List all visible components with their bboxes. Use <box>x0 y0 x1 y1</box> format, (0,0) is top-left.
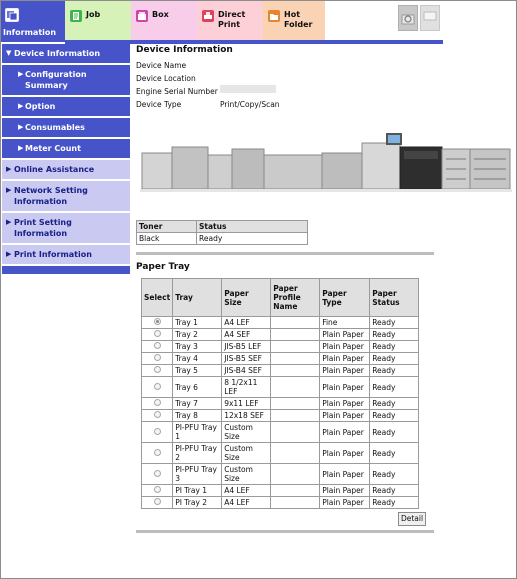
table-row <box>142 377 419 398</box>
tray-select-radio[interactable] <box>154 342 161 349</box>
select-cell <box>142 497 173 509</box>
paper-profile-cell <box>271 329 320 341</box>
device-type-label: Device Type <box>136 100 182 109</box>
paper-type-cell: Plain Paper <box>320 497 370 509</box>
tray-name-cell: PI-PFU Tray 3 <box>173 464 222 485</box>
paper-status-cell: Ready <box>370 377 419 398</box>
tab-job[interactable] <box>65 1 131 40</box>
paper-type-cell: Plain Paper <box>320 422 370 443</box>
paper-status-cell: Ready <box>370 353 419 365</box>
table-row <box>142 329 419 341</box>
engine-serial-row <box>136 85 436 98</box>
paper-type-cell: Plain Paper <box>320 377 370 398</box>
paper-size-cell: Custom Size <box>222 443 271 464</box>
paper-status-cell: Ready <box>370 497 419 509</box>
sidebar-item-label: Print Setting Information <box>14 218 72 238</box>
tray-select-radio[interactable] <box>154 449 161 456</box>
tray-name-cell: Tray 3 <box>173 341 222 353</box>
paper-status-cell: Ready <box>370 464 419 485</box>
select-cell <box>142 329 173 341</box>
paper-status-col-header: Paper Status <box>370 279 419 317</box>
paper-status-cell: Ready <box>370 422 419 443</box>
tray-select-radio[interactable] <box>154 486 161 493</box>
tray-select-radio[interactable] <box>154 411 161 418</box>
paper-profile-cell <box>271 317 320 329</box>
paper-profile-cell <box>271 464 320 485</box>
paper-profile-cell <box>271 341 320 353</box>
select-cell <box>142 365 173 377</box>
sidebar-item-print-setting-information[interactable] <box>2 213 130 245</box>
detail-row <box>136 509 436 527</box>
paper-size-cell: 8 1/2x11 LEF <box>222 377 271 398</box>
chevron-right-icon: ▶ <box>6 218 12 226</box>
toner-status-cell: Ready <box>197 233 308 245</box>
table-row <box>142 398 419 410</box>
select-cell <box>142 353 173 365</box>
paper-tray-body <box>142 317 419 509</box>
paper-size-cell: A4 LEF <box>222 485 271 497</box>
sidebar-item-label: Network Setting Information <box>14 186 88 206</box>
paper-size-cell: JIS-B5 SEF <box>222 353 271 365</box>
select-cell <box>142 485 173 497</box>
sidebar-item-consumables[interactable] <box>2 118 130 139</box>
tab-job-label: Job <box>86 10 101 19</box>
sidebar-footer-bar <box>2 266 130 274</box>
paper-size-cell: A4 LEF <box>222 317 271 329</box>
paper-size-cell: JIS-B4 SEF <box>222 365 271 377</box>
paper-status-cell: Ready <box>370 410 419 422</box>
main-content <box>136 44 436 533</box>
tray-name-cell: PI-PFU Tray 2 <box>173 443 222 464</box>
paper-profile-cell <box>271 422 320 443</box>
tray-name-cell: PI Tray 2 <box>173 497 222 509</box>
paper-type-cell: Plain Paper <box>320 365 370 377</box>
paper-type-cell: Plain Paper <box>320 353 370 365</box>
sidebar-item-online-assistance[interactable] <box>2 160 130 181</box>
tray-name-cell: Tray 2 <box>173 329 222 341</box>
box-icon <box>136 10 148 22</box>
tab-bar-spacer <box>325 1 398 40</box>
paper-profile-cell <box>271 365 320 377</box>
tray-select-radio[interactable] <box>154 318 161 325</box>
sidebar-item-label: Configuration Summary <box>25 70 87 90</box>
select-cell <box>142 377 173 398</box>
tab-direct-print-label: Direct Print <box>218 10 246 29</box>
sidebar-item-label: Online Assistance <box>14 165 95 174</box>
paper-type-cell: Plain Paper <box>320 485 370 497</box>
chevron-right-icon: ▶ <box>6 165 12 173</box>
sidebar-item-label: Meter Count <box>25 144 81 153</box>
sidebar-item-label: Print Information <box>14 250 92 259</box>
printer-machine-image <box>136 125 514 205</box>
device-type-value: Print/Copy/Scan <box>220 100 280 109</box>
paper-status-cell: Ready <box>370 485 419 497</box>
sidebar-item-label: Device Information <box>14 49 101 58</box>
tray-select-radio[interactable] <box>154 470 161 477</box>
sidebar-item-label: Consumables <box>25 123 85 132</box>
engine-serial-label: Engine Serial Number <box>136 87 218 96</box>
tray-select-radio[interactable] <box>154 330 161 337</box>
tray-select-radio[interactable] <box>154 498 161 505</box>
device-name-row <box>136 59 436 72</box>
tab-direct-print[interactable] <box>197 1 263 40</box>
paper-profile-cell <box>271 377 320 398</box>
tray-name-cell: Tray 6 <box>173 377 222 398</box>
top-tab-bar <box>1 1 516 42</box>
chevron-right-icon: ▶ <box>18 102 24 110</box>
table-row <box>142 341 419 353</box>
chevron-right-icon: ▶ <box>18 144 24 152</box>
table-row <box>142 317 419 329</box>
tray-name-cell: PI Tray 1 <box>173 485 222 497</box>
info-icon <box>5 8 19 22</box>
table-row <box>142 497 419 509</box>
hot-folder-icon <box>268 10 280 22</box>
select-cell <box>142 317 173 329</box>
tray-name-cell: PI-PFU Tray 1 <box>173 422 222 443</box>
chevron-right-icon: ▶ <box>6 250 12 258</box>
device-location-row <box>136 72 436 85</box>
paper-size-cell: Custom Size <box>222 422 271 443</box>
paper-status-cell: Ready <box>370 341 419 353</box>
paper-size-cell: Custom Size <box>222 464 271 485</box>
paper-profile-cell <box>271 443 320 464</box>
job-icon <box>70 10 82 22</box>
paper-profile-cell <box>271 410 320 422</box>
engine-serial-value-redacted <box>220 85 276 93</box>
toner-col-header: Toner <box>137 221 197 233</box>
tab-box-label: Box <box>152 10 169 19</box>
paper-profile-cell <box>271 398 320 410</box>
tray-name-cell: Tray 7 <box>173 398 222 410</box>
table-row <box>142 365 419 377</box>
paper-size-col-header: Paper Size <box>222 279 271 317</box>
paper-type-col-header: Paper Type <box>320 279 370 317</box>
paper-status-cell: Ready <box>370 329 419 341</box>
device-name-label: Device Name <box>136 61 187 70</box>
paper-tray-title: Paper Tray <box>136 262 190 272</box>
chevron-right-icon: ▶ <box>6 186 12 194</box>
tray-select-radio[interactable] <box>154 428 161 435</box>
tab-box[interactable] <box>131 1 197 40</box>
sidebar-item-meter-count[interactable] <box>2 139 130 160</box>
sidebar <box>2 44 130 274</box>
paper-status-cell: Ready <box>370 443 419 464</box>
table-row <box>142 443 419 464</box>
tray-name-cell: Tray 5 <box>173 365 222 377</box>
paper-size-cell: JIS-B5 LEF <box>222 341 271 353</box>
paper-size-cell: 9x11 LEF <box>222 398 271 410</box>
device-info-list <box>136 59 436 111</box>
paper-tray-table <box>141 278 419 509</box>
paper-size-cell: 12x18 SEF <box>222 410 271 422</box>
device-type-row <box>136 98 436 111</box>
tab-hot-folder-label: Hot Folder <box>284 10 313 29</box>
paper-status-cell: Ready <box>370 398 419 410</box>
toner-header-row <box>137 221 308 233</box>
paper-type-cell: Plain Paper <box>320 410 370 422</box>
chevron-right-icon: ▶ <box>18 123 24 131</box>
select-col-header: Select <box>142 279 173 317</box>
table-row <box>142 422 419 443</box>
table-row <box>142 464 419 485</box>
paper-profile-cell <box>271 353 320 365</box>
select-cell <box>142 398 173 410</box>
select-cell <box>142 410 173 422</box>
select-cell <box>142 464 173 485</box>
sidebar-item-network-setting-information[interactable] <box>2 181 130 213</box>
tray-name-cell: Tray 1 <box>173 317 222 329</box>
status-col-header: Status <box>197 221 308 233</box>
sidebar-item-device-information[interactable] <box>2 44 130 65</box>
section-divider <box>136 530 434 533</box>
paper-status-cell: Ready <box>370 365 419 377</box>
tab-information-label: Information <box>3 28 57 37</box>
detail-button[interactable]: Detail <box>398 512 426 526</box>
page-title: Device Information <box>136 45 233 55</box>
sidebar-item-print-information[interactable] <box>2 245 130 266</box>
panel-icon[interactable] <box>420 5 440 31</box>
tab-hot-folder[interactable] <box>263 1 325 40</box>
tray-select-radio[interactable] <box>154 354 161 361</box>
table-row <box>142 353 419 365</box>
paper-profile-cell <box>271 485 320 497</box>
paper-type-cell: Plain Paper <box>320 398 370 410</box>
tray-select-radio[interactable] <box>154 383 161 390</box>
tray-select-radio[interactable] <box>154 366 161 373</box>
tray-col-header: Tray <box>173 279 222 317</box>
chevron-down-icon: ▼ <box>6 49 12 57</box>
paper-type-cell: Plain Paper <box>320 443 370 464</box>
tray-name-cell: Tray 8 <box>173 410 222 422</box>
section-divider <box>136 252 434 255</box>
tray-name-cell: Tray 4 <box>173 353 222 365</box>
paper-type-cell: Fine <box>320 317 370 329</box>
paper-type-cell: Plain Paper <box>320 341 370 353</box>
table-row <box>142 410 419 422</box>
device-location-label: Device Location <box>136 74 196 83</box>
chevron-right-icon: ▶ <box>18 70 24 78</box>
sidebar-item-option[interactable] <box>2 97 130 118</box>
sidebar-item-configuration-summary[interactable] <box>2 65 130 97</box>
paper-tray-header-row <box>142 279 419 317</box>
select-cell <box>142 422 173 443</box>
paper-size-cell: A4 SEF <box>222 329 271 341</box>
paper-status-cell: Ready <box>370 317 419 329</box>
sidebar-item-label: Option <box>25 102 56 111</box>
toner-color-cell: Black <box>137 233 197 245</box>
tray-select-radio[interactable] <box>154 399 161 406</box>
direct-print-icon <box>202 10 214 22</box>
select-cell <box>142 341 173 353</box>
toner-table <box>136 220 308 245</box>
tab-information[interactable] <box>1 1 65 42</box>
paper-type-cell: Plain Paper <box>320 329 370 341</box>
paper-size-cell: A4 LEF <box>222 497 271 509</box>
select-cell <box>142 443 173 464</box>
table-row <box>142 485 419 497</box>
paper-profile-cell <box>271 497 320 509</box>
paper-profile-col-header: Paper Profile Name <box>271 279 320 317</box>
utility-icon[interactable] <box>398 5 418 31</box>
paper-type-cell: Plain Paper <box>320 464 370 485</box>
table-row <box>137 233 308 245</box>
